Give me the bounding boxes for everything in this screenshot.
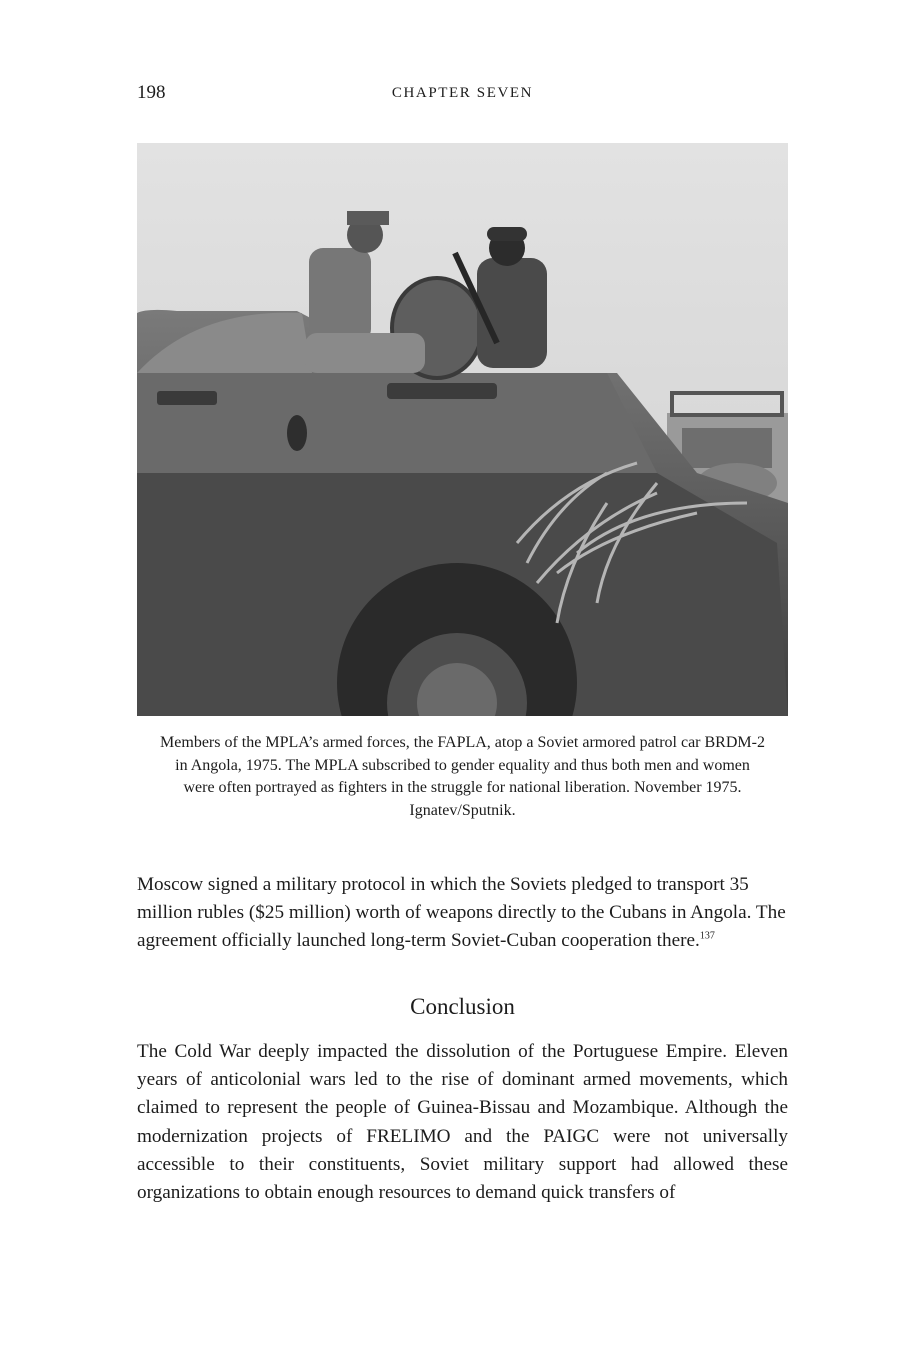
paragraph-1 <box>137 871 788 956</box>
paragraph-2: The Cold War deeply impacted the dissolution of the Portuguese Empire. Eleven years of anticolonial wars led to the rise of dominant armed movements, which claimed to represent the people of Guinea-Bissau and Mozambique. Although the modernization projects of FRELIMO and the PAIGC were not universally accessible to their constituents, Soviet military support had allowed these organizations to obtain enough resources to demand quick transfers of <box>137 1041 788 1204</box>
section-heading: Conclusion <box>410 994 515 1019</box>
paragraph-1-text: Moscow signed a military protocol in which the Soviets pledged to transport 35 million rubles ($25 million) worth of weapons directly to the Cubans in Angola. The agreement officially launched long-term Soviet-Cuban cooperation there. <box>137 874 786 952</box>
figure-caption: Members of the MPLA’s armed forces, the FAPLA, atop a Soviet armored patrol car BRDM-2 in Angola, 1975. The MPLA subscribed to gender equality and thus both men and women were often portrayed as fighters in the struggle for national liberation. November 1975. Ignatev/Sputnik. <box>160 734 765 819</box>
running-head <box>137 82 788 110</box>
page-number: 198 <box>137 82 166 103</box>
photograph <box>137 143 788 716</box>
footnote-marker: 137 <box>699 931 715 943</box>
chapter-title: CHAPTER SEVEN <box>391 85 534 101</box>
